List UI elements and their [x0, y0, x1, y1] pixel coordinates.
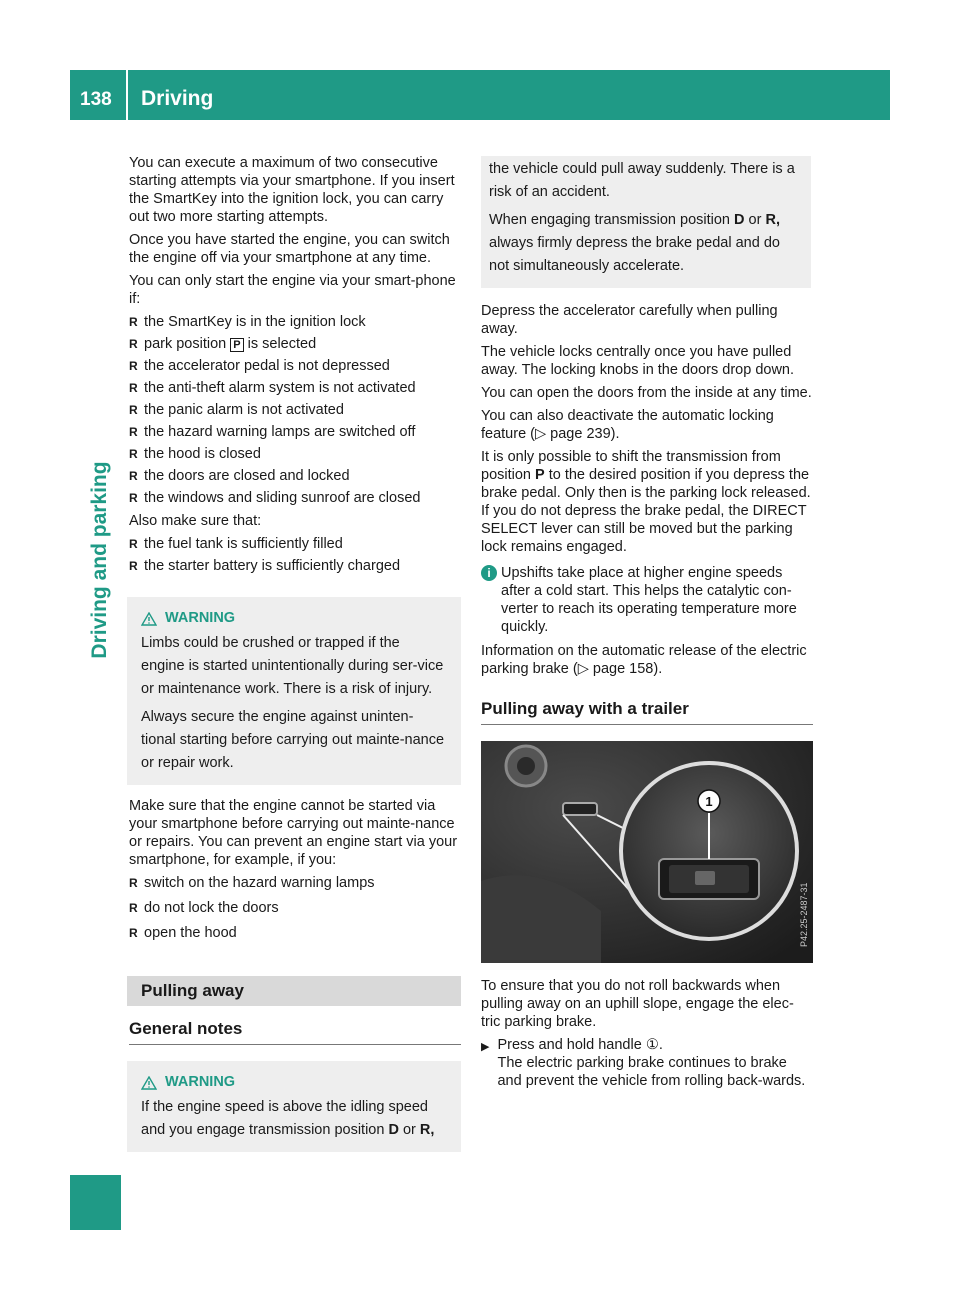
- warning-box-continued: [481, 156, 811, 288]
- list-item: R switch on the hazard warning lamps: [129, 874, 461, 892]
- figure-code: P42.25-2487-31: [799, 882, 809, 947]
- list-item: R the starter battery is sufficiently charged: [129, 557, 461, 575]
- warning-text: Limbs could be crushed or trapped if the engine is started unintentionally during ser-vice or maintenance work. There is a risk of injury.: [141, 635, 444, 697]
- warning-text: If the engine speed is above the idling speed and you engage transmission position D or R,: [141, 1099, 435, 1138]
- list-item: R the hazard warning lamps are switched off: [129, 423, 461, 441]
- info-icon: i: [481, 565, 497, 581]
- paragraph: Information on the automatic release of the electric parking brake (▷ page 158).: [481, 643, 807, 677]
- parking-brake-illustration: [481, 741, 813, 963]
- step-arrow-icon: ▶: [481, 1041, 490, 1053]
- paragraph: You can only start the engine via your smart-phone if:: [129, 273, 456, 307]
- info-note: [481, 564, 813, 636]
- paragraph: You can execute a maximum of two consecutive starting attempts via your smartphone. If you insert the SmartKey into the ignition lock, you can carry out two more starting attempts.: [129, 155, 455, 225]
- step-item: [481, 1036, 813, 1090]
- list-item: R the hood is closed: [129, 445, 461, 463]
- sub-heading: General notes: [129, 1020, 461, 1045]
- info-text: Upshifts take place at higher engine speeds after a cold start. This helps the catalytic con-verter to reach its operating temperature more quickly.: [501, 565, 797, 635]
- right-column: [481, 160, 813, 1090]
- callout-1: 1: [705, 794, 713, 809]
- side-tab-marker: [70, 1175, 121, 1230]
- header-divider: [126, 70, 128, 120]
- conditions-list: [129, 313, 461, 507]
- warning-box: [127, 1061, 461, 1152]
- paragraph: You can also deactivate the automatic locking feature (▷ page 239).: [481, 408, 774, 442]
- list-item: R the SmartKey is in the ignition lock: [129, 313, 461, 331]
- warning-text: When engaging transmission position D or R, always firmly depress the brake pedal and do not simultaneously accelerate.: [489, 212, 780, 274]
- paragraph: Make sure that the engine cannot be started via your smartphone before carrying out mainte-nance or repairs. You can prevent an engine start via your smartphone, for example, if you:: [129, 798, 458, 868]
- side-tab-label: Driving and parking: [88, 461, 111, 659]
- list-item: R the anti-theft alarm system is not activated: [129, 379, 461, 397]
- step-result: The electric parking brake continues to brake and prevent the vehicle from rolling back-wards.: [497, 1055, 806, 1089]
- callout-marker: ①: [645, 1037, 659, 1053]
- paragraph: To ensure that you do not roll backwards when pulling away on an uphill slope, engage the elec-tric parking brake.: [481, 978, 794, 1030]
- list-item: R the doors are closed and locked: [129, 467, 461, 485]
- warning-triangle-icon: [141, 612, 157, 626]
- prevent-list: [129, 874, 461, 942]
- list-item: R the accelerator pedal is not depressed: [129, 357, 461, 375]
- list-item: R the panic alarm is not activated: [129, 401, 461, 419]
- paragraph: The vehicle locks centrally once you have pulled away. The locking knobs in the doors drop down.: [481, 344, 795, 378]
- park-position-symbol: P: [230, 338, 243, 352]
- warning-title: WARNING: [141, 1071, 447, 1094]
- warning-title: WARNING: [141, 607, 447, 630]
- parking-brake-figure: [481, 741, 813, 963]
- paragraph: It is only possible to shift the transmission from position P to the desired position if you depress the brake pedal. Only then is the parking lock released. If you do not depress the brake pedal, the DIRECT SELECT lever can still be moved but the parking lock remains engaged.: [481, 449, 811, 555]
- also-list: [129, 535, 461, 575]
- paragraph: You can open the doors from the inside at any time.: [481, 385, 812, 401]
- sub-heading: Pulling away with a trailer: [481, 700, 813, 725]
- list-item: R open the hood: [129, 924, 461, 942]
- paragraph: Also make sure that:: [129, 513, 262, 529]
- paragraph: Once you have started the engine, you can switch the engine off via your smartphone at any time.: [129, 232, 450, 266]
- paragraph: Depress the accelerator carefully when pulling away.: [481, 303, 778, 337]
- list-item: R park position P is selected: [129, 335, 461, 353]
- warning-triangle-icon: [141, 1076, 157, 1090]
- list-item: R do not lock the doors: [129, 899, 461, 917]
- warning-text: Always secure the engine against uninten-tional starting before carrying out mainte-nance or repair work.: [141, 709, 445, 771]
- list-item: R the windows and sliding sunroof are closed: [129, 489, 461, 507]
- page-title: Driving: [141, 87, 214, 110]
- list-item: R the fuel tank is sufficiently filled: [129, 535, 461, 553]
- warning-box: [127, 597, 461, 785]
- section-heading: Pulling away: [127, 976, 461, 1006]
- page-number: 138: [80, 89, 112, 110]
- step-action: Press and hold handle ①.: [497, 1037, 663, 1053]
- warning-text: the vehicle could pull away suddenly. There is a risk of an accident.: [489, 161, 795, 200]
- left-column: [129, 154, 461, 1164]
